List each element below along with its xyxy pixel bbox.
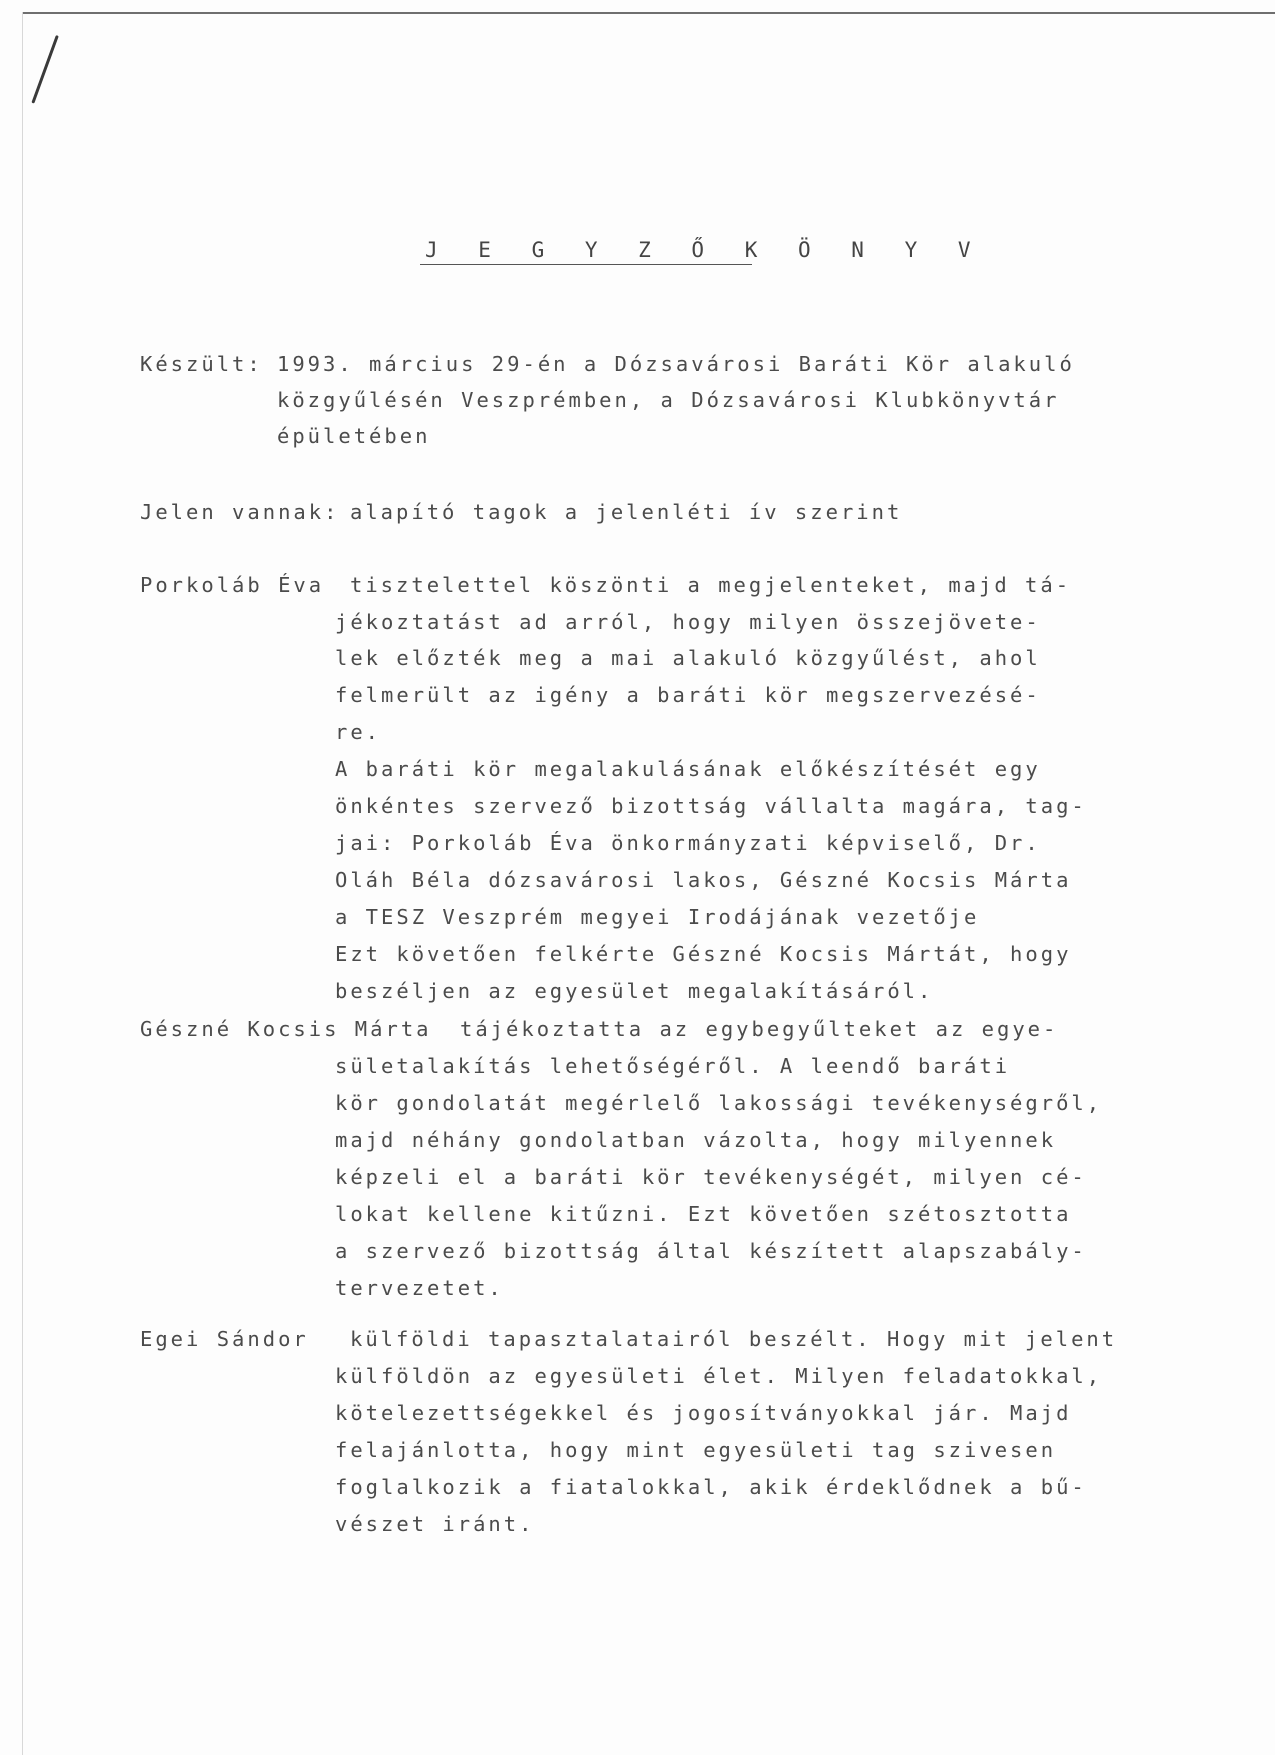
- paragraph-line: a szervező bizottság által készített alapszabály-: [335, 1239, 1087, 1263]
- paragraph-line: jékoztatást ad arról, hogy milyen összejövete-: [335, 610, 1041, 634]
- title-underline: [420, 264, 752, 265]
- paragraph-line: Ezt követően felkérte Gészné Kocsis Mártát, hogy: [335, 942, 1072, 966]
- paragraph-line: sületalakítás lehetőségéről. A leendő baráti: [335, 1054, 1011, 1078]
- paragraph-line: majd néhány gondolatban vázolta, hogy milyennek: [335, 1128, 1057, 1152]
- handwritten-slash-mark: [31, 35, 58, 104]
- paragraph-line: lokat kellene kitűzni. Ezt követően szétosztotta: [335, 1202, 1072, 1226]
- made-line: épületében: [277, 424, 431, 448]
- paragraph-line: külföldi tapasztalatairól beszélt. Hogy mit jelent: [350, 1327, 1118, 1351]
- paragraph-speaker: Porkoláb Éva: [140, 573, 325, 597]
- paragraph-line: beszéljen az egyesület megalakításáról.: [335, 979, 934, 1003]
- paragraph-line: felmerült az igény a baráti kör megszervezésé-: [335, 683, 1041, 707]
- paragraph-line: tájékoztatta az egybegyűlteket az egye-: [460, 1017, 1059, 1041]
- paragraph-speaker: Egei Sándor: [140, 1327, 309, 1351]
- paragraph-line: képzeli el a baráti kör tevékenységét, milyen cé-: [335, 1165, 1087, 1189]
- present-text: alapító tagok a jelenléti ív szerint: [350, 500, 903, 524]
- paragraph-line: tisztelettel köszönti a megjelenteket, majd tá-: [350, 573, 1072, 597]
- paragraph-line: a TESZ Veszprém megyei Irodájának vezetője: [335, 905, 980, 929]
- made-label: Készült:: [140, 352, 263, 376]
- paragraph-speaker: Gészné Kocsis Márta: [140, 1017, 432, 1041]
- paragraph-line: Oláh Béla dózsavárosi lakos, Gészné Kocsis Márta: [335, 868, 1072, 892]
- paragraph-line: felajánlotta, hogy mint egyesületi tag szivesen: [335, 1438, 1057, 1462]
- paragraph-line: A baráti kör megalakulásának előkészítését egy: [335, 757, 1041, 781]
- made-line: közgyűlésén Veszprémben, a Dózsavárosi Klubkönyvtár: [277, 388, 1060, 412]
- paragraph-line: kötelezettségekkel és jogosítványokkal jár. Majd: [335, 1401, 1072, 1425]
- paragraph-line: vészet iránt.: [335, 1512, 535, 1536]
- paragraph-line: lek előzték meg a mai alakuló közgyűlést, ahol: [335, 646, 1041, 670]
- page-top-edge: [22, 12, 1275, 14]
- page-left-edge: [22, 12, 23, 1755]
- made-line: 1993. március 29-én a Dózsavárosi Baráti Kör alakuló: [277, 352, 1075, 376]
- present-label: Jelen vannak:: [140, 500, 340, 524]
- paragraph-line: tervezetet.: [335, 1276, 504, 1300]
- paragraph-line: kör gondolatát megérlelő lakossági tevékenységről,: [335, 1091, 1103, 1115]
- document-title: J E G Y Z Ő K Ö N Y V: [425, 238, 985, 262]
- paragraph-line: külföldön az egyesületi élet. Milyen feladatokkal,: [335, 1364, 1103, 1388]
- paragraph-line: önkéntes szervező bizottság vállalta magára, tag-: [335, 794, 1087, 818]
- paragraph-line: foglalkozik a fiatalokkal, akik érdeklődnek a bű-: [335, 1475, 1087, 1499]
- paragraph-line: re.: [335, 720, 382, 744]
- paragraph-line: jai: Porkoláb Éva önkormányzati képviselő, Dr.: [335, 831, 1041, 855]
